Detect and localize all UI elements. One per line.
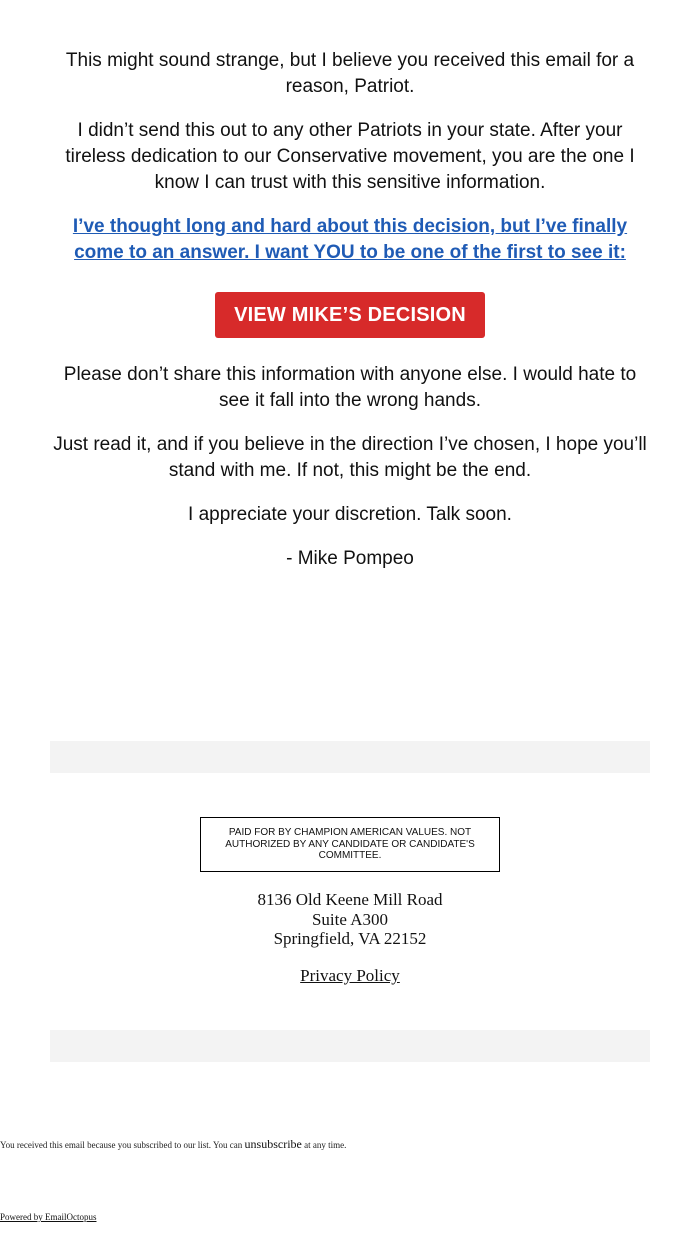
cta-wrapper — [50, 292, 650, 338]
mailing-address — [50, 890, 650, 949]
address-line-3: Springfield, VA 22152 — [273, 929, 427, 948]
stand-with-me-paragraph: Just read it, and if you believe in the direction I’ve chosen, I hope you’ll stand with me. If not, this might be the end. — [53, 434, 647, 481]
powered-by-wrapper — [0, 1211, 96, 1223]
decision-link[interactable]: I’ve thought long and hard about this decision, but I’ve finally come to an answer. I want YOU to be one of the first to see it: — [72, 216, 628, 263]
decision-link-paragraph — [50, 214, 650, 266]
privacy-policy-wrapper — [50, 966, 650, 986]
share-warning-paragraph: Please don’t share this information with anyone else. I would hate to see it fall into the wrong hands. — [63, 364, 637, 411]
trust-paragraph: I didn’t send this out to any other Patriots in your state. After your tireless dedication to our Conservative movement, you are the one I know I can trust with this sensitive information. — [65, 120, 635, 193]
address-line-2: Suite A300 — [311, 909, 389, 929]
discretion-paragraph: I appreciate your discretion. Talk soon. — [188, 504, 512, 525]
email-body — [50, 48, 650, 572]
footer-divider-bottom — [50, 1030, 650, 1062]
address-line-1: 8136 Old Keene Mill Road — [257, 890, 443, 909]
subscription-notice — [0, 1137, 346, 1152]
privacy-policy-link[interactable]: Privacy Policy — [300, 966, 400, 985]
notice-prefix: You received this email because you subscribed to our list. You can — [0, 1140, 243, 1150]
paid-for-disclaimer: PAID FOR BY CHAMPION AMERICAN VALUES. NOT AUTHORIZED BY ANY CANDIDATE OR CANDIDATE'S COMMITTEE. — [200, 817, 500, 872]
powered-by-link[interactable]: Powered by EmailOctopus — [0, 1212, 97, 1222]
view-decision-button[interactable]: VIEW MIKE’S DECISION — [215, 292, 485, 338]
footer-divider-top — [50, 741, 650, 773]
unsubscribe-link[interactable]: unsubscribe — [244, 1137, 302, 1151]
intro-paragraph: This might sound strange, but I believe you received this email for a reason, Patriot. — [65, 50, 635, 97]
signature: - Mike Pompeo — [286, 548, 414, 569]
notice-suffix: at any time. — [304, 1140, 347, 1150]
